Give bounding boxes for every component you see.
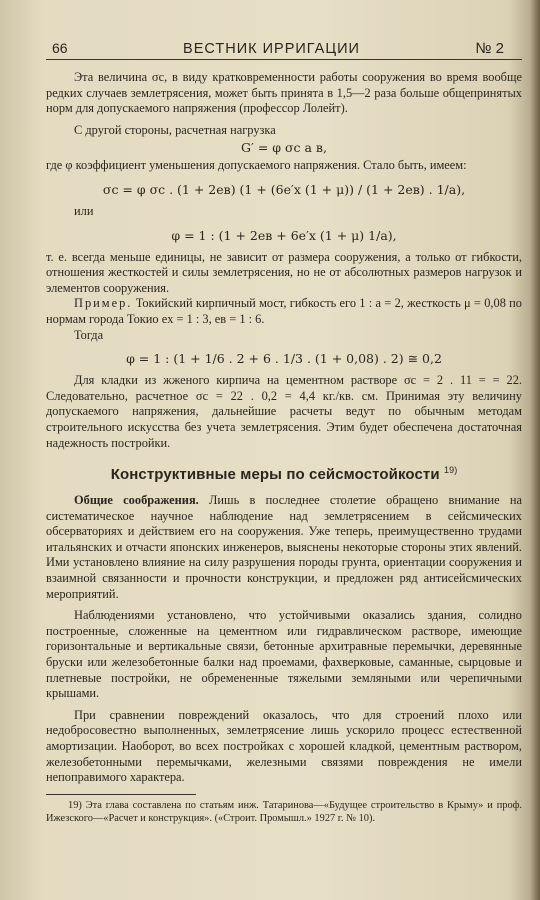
footnote-ref: 19)	[443, 465, 458, 476]
footnote-rule	[46, 794, 196, 795]
formula: σс = φ σс . (1 + 2eв) (1 + (6e′x (1 + μ)) / (1 + 2eв) . 1/a),	[102, 181, 466, 197]
paragraph	[46, 296, 522, 327]
section-heading	[46, 465, 522, 483]
example-label: Пример.	[74, 296, 133, 311]
journal-title: ВЕСТНИК ИРРИГАЦИИ	[183, 41, 360, 57]
lead-in: Общие соображения.	[74, 493, 199, 508]
footnote: 19) Эта глава составлена по статьям инж. Татаринова—«Будущее строительство в Крыму» и проф. Ижезского—«Расчет и конструкция». («Строит. Промышл.» 1927 г. № 10).	[46, 799, 522, 824]
paragraph: т. е. всегда меньше единицы, не зависит от размера сооружения, а только от гибкости, отношения жесткостей и силы землетрясения, но не от абсолютных размеров нагрузок и элементов сооружения.	[46, 249, 522, 295]
issue-number: № 2	[475, 40, 504, 57]
paragraph: Эта величина σс, в виду кратковременности работы сооружения во время вообще редких случаев землетрясения, может быть принята в 1,5—2 раза больше общепринятых норм для допускаемого напряжения (профессор Лолейт).	[46, 70, 522, 116]
paragraph: или	[74, 203, 94, 218]
lead-text: Лишь в последнее столетие обращено внимание на систематическое научное наблюдение над землетрясением в сейсмических обсерваториях и действием его на сооружения. Уже теперь, преимущественно трудами итальянских и отчасти японских инженеров, выяснены некоторые стороны этих явлений. Ими установлено влияние на силу разрушения породы грунта, ориентации сооружения и взаимной связанности и прочности конструкции, и предложен ряд антисейсмических мероприятий.	[46, 493, 522, 601]
paragraph: Наблюдениями установлено, что устойчивыми оказались здания, солидно построенные, сложенные на цементном или гидравлическом растворе, имеющие горизонтальные и вертикальные связи, бетонные архитравные перемычки, деревянные бруски или железобетонные балки над проемами, фахверковые, саманные, сырцовые и плетневые постройки, не обремененные тяжелыми земляными или черепичными крышами.	[46, 608, 522, 701]
formula: φ = 1 : (1 + 2eв + 6e′x (1 + μ) 1/a),	[171, 227, 397, 243]
running-header	[46, 40, 522, 60]
paragraph: где φ коэффициент уменьшения допускаемого напряжения. Стало быть, имеем:	[46, 158, 467, 173]
page-number: 66	[52, 40, 68, 56]
paragraph: С другой стороны, расчетная нагрузка	[74, 122, 276, 137]
paragraph: Для кладки из жженого кирпича на цементном растворе σс = 2 . 11 = = 22. Следовательно, расчетное σс = 22 . 0,2 = 4,4 кг./кв. см. Принимая эту величину допускаемого напряжения, дальнейшие расчеты ведут по обычным методам строительного искусства без учета землетрясения. Этим будет обеспечена достаточная надежность постройки.	[46, 373, 522, 450]
paragraph: При сравнении повреждений оказалось, что для строений плохо или недобросовестно выполненных, землетрясение лишь ускорило процесс естественной амортизации. Наоборот, во всех постройках с хорошей кладкой, цементным раствором, железобетонными перемычками, железными связями повреждения не имели непоправимого характера.	[46, 707, 522, 785]
section-heading-text: Конструктивные меры по сейсмостойкости	[110, 466, 440, 484]
formula: φ = 1 : (1 + 1/6 . 2 + 6 . 1/3 . (1 + 0,08) . 2) ≅ 0,2	[126, 351, 442, 367]
formula: G′ = φ σс a в,	[241, 140, 327, 156]
example-text: Токийский кирпичный мост, гибкость его 1 : а = 2, жесткость μ = 0,08 по нормам города Токио ex = 1 : 3, eв = 1 : 6.	[46, 296, 522, 326]
paragraph: Тогда	[74, 327, 104, 342]
page-edge-shadow	[530, 0, 540, 900]
paragraph	[46, 493, 522, 602]
